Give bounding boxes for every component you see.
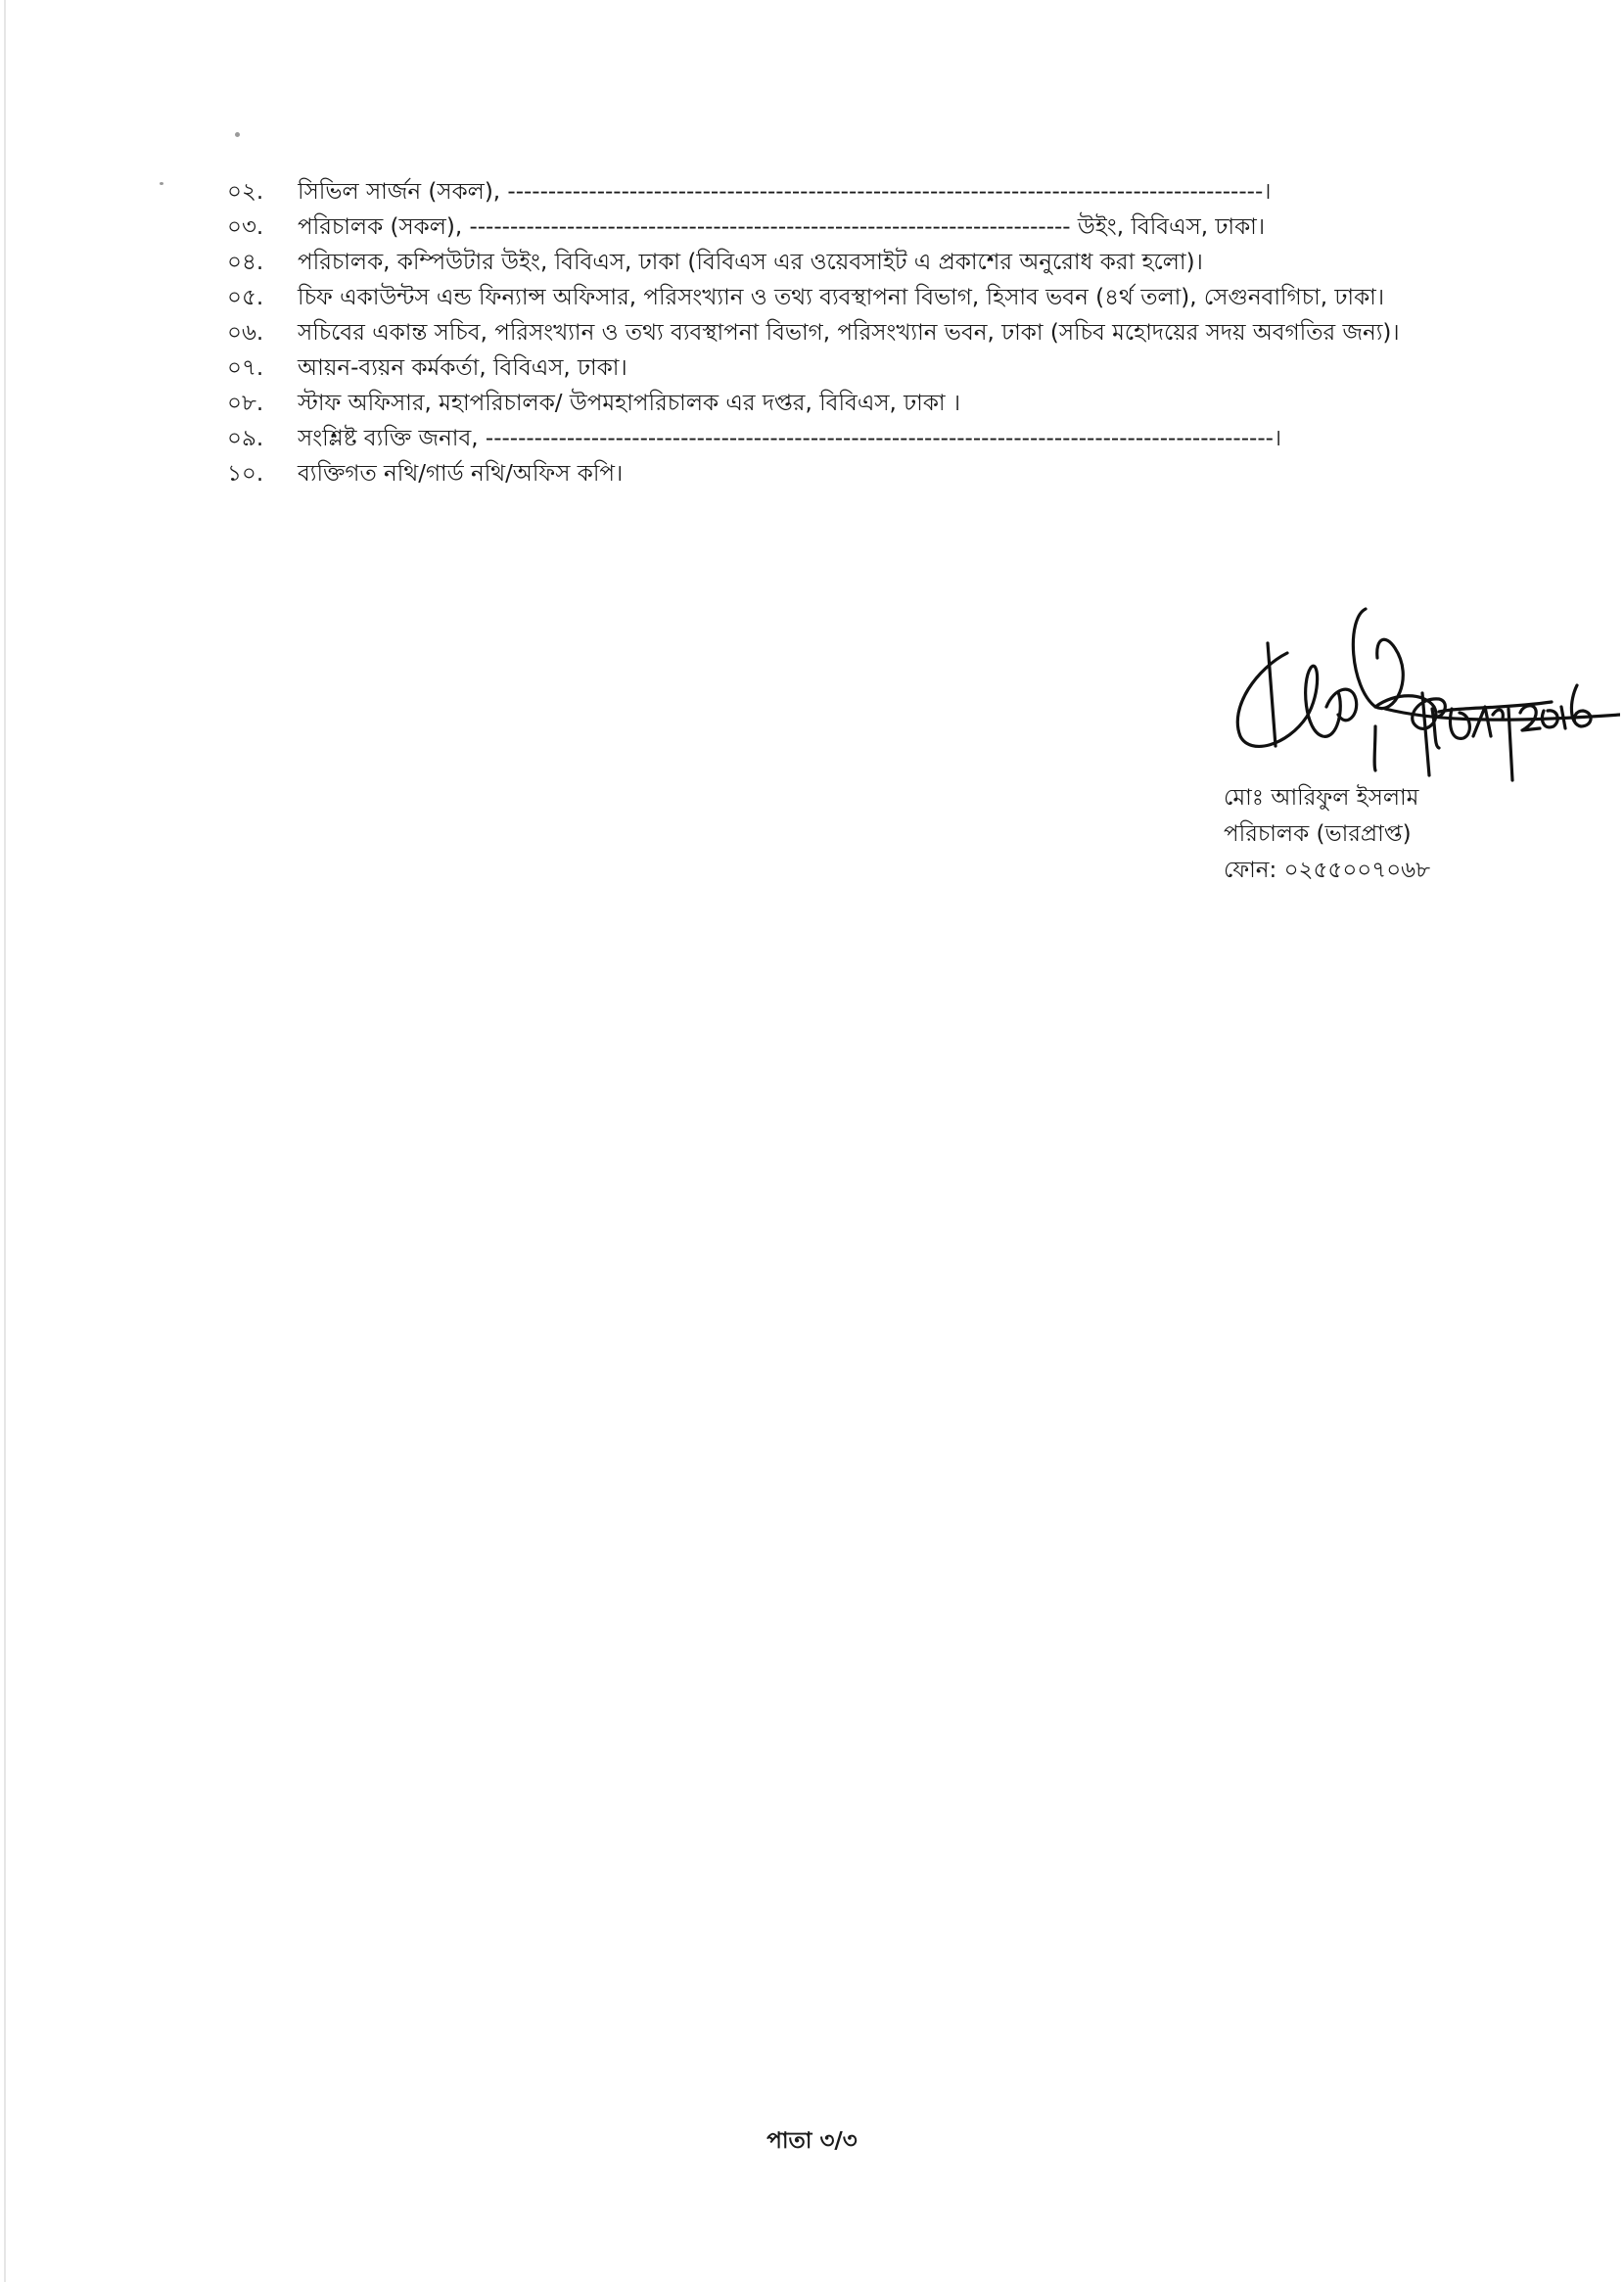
scan-speck [160, 182, 163, 185]
page-edge [4, 0, 6, 2282]
scan-speck [235, 132, 240, 137]
handwritten-signature [1229, 599, 1620, 795]
list-item-number: ০৩. [227, 214, 264, 240]
list-item [227, 456, 1441, 491]
list-item [227, 315, 1441, 350]
signatory-designation: পরিচালক (ভারপ্রাপ্ত) [1224, 821, 1412, 847]
list-item-text: পরিচালক, কম্পিউটার উইং, বিবিএস, ঢাকা (বিবিএস এর ওয়েবসাইট এ প্রকাশের অনুরোধ করা হলো)। [298, 250, 1203, 275]
list-item [227, 350, 1441, 386]
list-item [227, 174, 1441, 210]
list-item-number: ০৬. [227, 320, 264, 346]
list-item-number: ০৪. [227, 250, 264, 275]
list-item-text: পরিচালক (সকল), -------------------------------------------------------------------------- উইং, বিবিএস, ঢাকা। [298, 214, 1266, 240]
list-item-text: সিভিল সার্জন (সকল), ---------------------------------------------------------------------------------------------। [298, 179, 1272, 205]
list-item [227, 421, 1441, 456]
signatory-name: মোঃ আরিফুল ইসলাম [1224, 785, 1419, 811]
page-number: পাতা ৩/৩ [766, 2128, 858, 2154]
list-item-text: আয়ন-ব্যয়ন কর্মকর্তা, বিবিএস, ঢাকা। [298, 355, 627, 381]
list-item [227, 280, 1441, 315]
distribution-list [227, 174, 1441, 491]
list-item-number: ০৭. [227, 355, 264, 381]
list-item [227, 210, 1441, 245]
list-item-number: ১০. [227, 461, 264, 487]
signatory-phone: ফোন: ০২৫৫০০৭০৬৮ [1224, 858, 1431, 883]
list-item-text: চিফ একাউন্টস এন্ড ফিন্যান্স অফিসার, পরিসংখ্যান ও তথ্য ব্যবস্থাপনা বিভাগ, হিসাব ভবন (৪র্থ তলা), সেগুনবাগিচা, ঢাকা। [298, 285, 1385, 310]
list-item-number: ০৮. [227, 391, 264, 416]
list-item [227, 386, 1441, 421]
list-item-text: স্টাফ অফিসার, মহাপরিচালক/ উপমহাপরিচালক এর দপ্তর, বিবিএস, ঢাকা । [298, 391, 961, 416]
list-item-text: ব্যক্তিগত নথি/গার্ড নথি/অফিস কপি। [298, 461, 624, 487]
list-item-text: সচিবের একান্ত সচিব, পরিসংখ্যান ও তথ্য ব্যবস্থাপনা বিভাগ, পরিসংখ্যান ভবন, ঢাকা (সচিব মহোদয়ের সদয় অবগতির জন্য)। [298, 320, 1400, 346]
list-item-number: ০৯. [227, 426, 264, 451]
signatory-block [1224, 780, 1430, 889]
list-item-number: ০২. [227, 179, 264, 205]
list-item-text: সংশ্লিষ্ট ব্যক্তি জনাব, -------------------------------------------------------------------------------------------------। [298, 426, 1282, 451]
list-item [227, 245, 1441, 280]
list-item-number: ০৫. [227, 285, 264, 310]
